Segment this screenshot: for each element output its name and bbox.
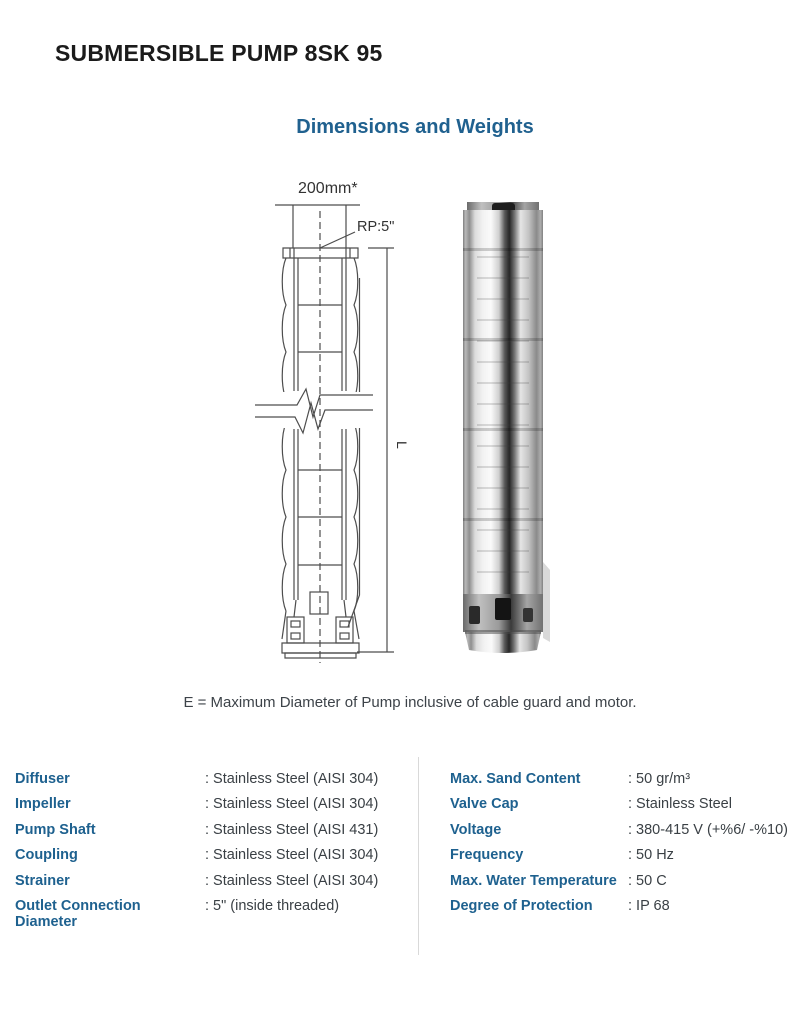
photo-bottom-ring bbox=[465, 630, 541, 634]
right-bracket-bolt-bottom bbox=[340, 633, 349, 639]
spec-value: : Stainless Steel (AISI 304) bbox=[205, 847, 379, 864]
spec-row-coupling bbox=[15, 847, 400, 872]
width-dimension-label: 200mm* bbox=[298, 180, 358, 197]
spec-value: : 50 C bbox=[628, 872, 667, 889]
pump-photo bbox=[455, 202, 550, 654]
spec-label: Pump Shaft bbox=[15, 821, 96, 838]
spec-label: Strainer bbox=[15, 872, 70, 889]
rp-leader-line bbox=[320, 232, 355, 248]
spec-label: Degree of Protection bbox=[450, 897, 593, 914]
left-bracket-bolt-top bbox=[291, 621, 300, 627]
spec-label: Impeller bbox=[15, 796, 71, 813]
right-bracket-bolt-top bbox=[340, 621, 349, 627]
spec-row-protection bbox=[450, 898, 780, 923]
spec-value: : IP 68 bbox=[628, 897, 670, 914]
spec-label: Valve Cap bbox=[450, 796, 519, 813]
spec-columns-divider bbox=[418, 757, 419, 955]
photo-cylinder-body bbox=[463, 210, 543, 594]
spec-label: Diffuser bbox=[15, 771, 70, 787]
spec-row-outlet-connection bbox=[15, 897, 400, 930]
spec-value: : Stainless Steel (AISI 304) bbox=[205, 796, 379, 813]
length-dimension-line bbox=[357, 248, 394, 652]
length-label: L bbox=[394, 441, 410, 449]
spec-label: Frequency bbox=[450, 847, 524, 864]
spec-value: : 5" (inside threaded) bbox=[205, 897, 340, 914]
spec-row-sand-content bbox=[450, 771, 780, 796]
photo-strainer-slot-right bbox=[523, 608, 533, 622]
spec-value: : Stainless Steel (AISI 431) bbox=[205, 821, 379, 838]
spec-row-pump-shaft bbox=[15, 822, 400, 847]
body-right-edge-lower bbox=[354, 423, 358, 611]
spec-value: : Stainless Steel bbox=[628, 796, 732, 813]
spec-label: Max. Water Temperature bbox=[450, 872, 617, 889]
spec-value: : 380-415 V (+%6/ -%10) bbox=[628, 821, 788, 838]
photo-strainer-slot-center bbox=[495, 598, 511, 620]
body-left-edge-upper bbox=[282, 258, 286, 399]
spec-value: : Stainless Steel (AISI 304) bbox=[205, 872, 379, 889]
section-title: Dimensions and Weights bbox=[296, 116, 534, 138]
photo-bottom-cap bbox=[465, 632, 541, 653]
spec-label: Voltage bbox=[450, 821, 502, 838]
spec-row-voltage bbox=[450, 821, 788, 847]
body-right-edge-upper bbox=[354, 258, 358, 399]
pump-photo-render bbox=[455, 202, 550, 654]
spec-row-strainer bbox=[15, 873, 400, 898]
spec-row-diffuser bbox=[15, 771, 400, 796]
spec-list-right bbox=[450, 771, 788, 923]
spec-label: Outlet Connection Diameter bbox=[15, 897, 141, 930]
spec-row-water-temperature bbox=[450, 873, 780, 898]
photo-strainer-slot-left bbox=[469, 606, 480, 624]
shaft-box bbox=[310, 592, 328, 614]
spec-row-valve-cap bbox=[450, 796, 780, 821]
body-left-edge-lower bbox=[282, 423, 286, 611]
stage-lines-lower bbox=[298, 470, 342, 565]
connection-label: RP:5" bbox=[357, 219, 395, 235]
spec-value: : Stainless Steel (AISI 304) bbox=[205, 771, 379, 787]
spec-label: Coupling bbox=[15, 847, 78, 864]
spec-row-impeller bbox=[15, 796, 400, 821]
diagram-caption: E = Maximum Diameter of Pump inclusive of cable guard and motor. bbox=[183, 694, 637, 711]
left-bracket-bolt-bottom bbox=[291, 633, 300, 639]
spec-list-left bbox=[15, 771, 400, 930]
spec-value: : 50 Hz bbox=[628, 847, 674, 864]
photo-shadow bbox=[543, 562, 550, 642]
spec-value: : 50 gr/m³ bbox=[628, 771, 691, 787]
spec-label: Max. Sand Content bbox=[450, 771, 581, 787]
page-title: SUBMERSIBLE PUMP 8SK 95 bbox=[55, 40, 383, 66]
spec-row-frequency bbox=[450, 847, 780, 872]
